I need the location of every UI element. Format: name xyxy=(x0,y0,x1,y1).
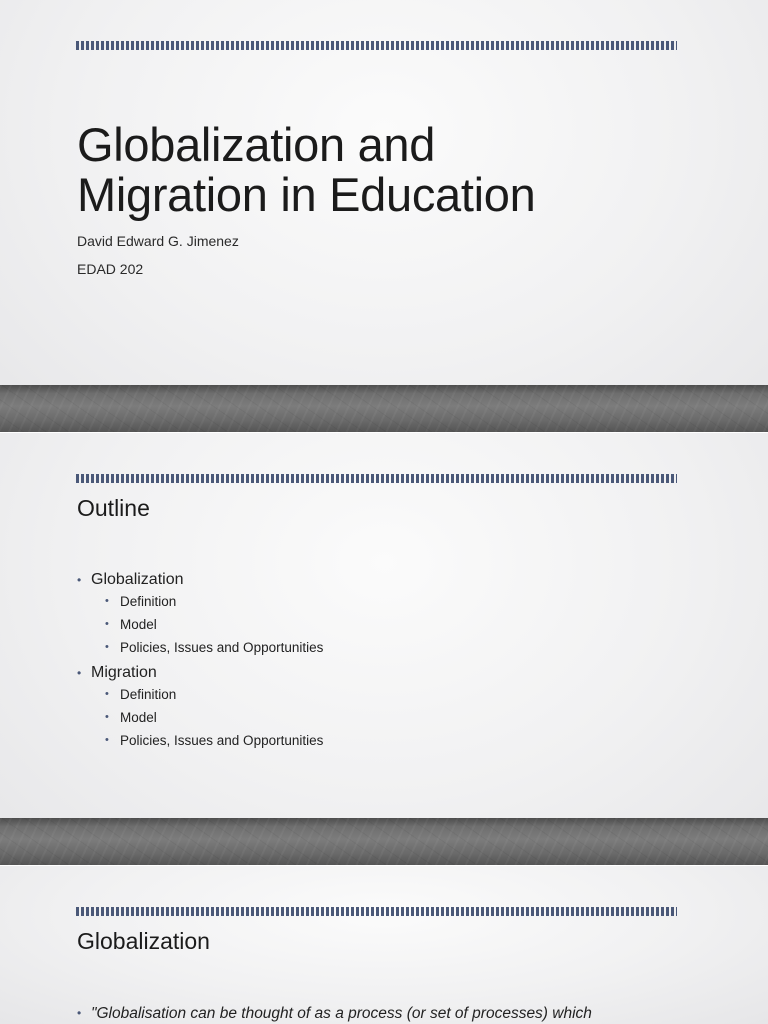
list-item: • Definition xyxy=(105,687,177,702)
slide-globalization xyxy=(0,866,768,1024)
list-item: • Model xyxy=(105,617,157,632)
definition-quote: • "Globalisation can be thought of as a process (or set of processes) which xyxy=(77,1005,592,1022)
decorative-stripe xyxy=(76,41,677,50)
author-name: David Edward G. Jimenez xyxy=(77,233,239,249)
bullet-icon: • xyxy=(77,1006,82,1020)
slide-heading: Outline xyxy=(77,495,150,521)
bullet-icon: • xyxy=(105,641,109,653)
course-code: EDAD 202 xyxy=(77,261,144,277)
sub-list xyxy=(105,593,323,656)
list-item: • Policies, Issues and Opportunities xyxy=(105,640,324,655)
bullet-icon: • xyxy=(105,688,109,700)
footer-band xyxy=(0,818,768,865)
slide-outline xyxy=(0,433,768,865)
presentation-title: Globalization and Migration in Education xyxy=(77,118,536,221)
slide-title xyxy=(0,0,768,432)
decorative-stripe xyxy=(76,907,677,916)
list-item: • Globalization • Definition • Model • Policies, Issues and Opportunities xyxy=(77,571,324,655)
bullet-icon: • xyxy=(105,595,109,607)
bullet-icon: • xyxy=(77,573,82,587)
sub-list xyxy=(105,686,323,749)
list-item: • Migration • Definition • Model • Policies, Issues and Opportunities xyxy=(77,664,324,748)
footer-band xyxy=(0,385,768,432)
decorative-stripe xyxy=(76,474,677,483)
bullet-icon: • xyxy=(105,618,109,630)
bullet-icon: • xyxy=(77,666,82,680)
outline-list xyxy=(77,571,323,757)
list-item: • Definition xyxy=(105,594,177,609)
list-item: • Policies, Issues and Opportunities xyxy=(105,733,324,748)
bullet-icon: • xyxy=(105,711,109,723)
list-item: • Model xyxy=(105,710,157,725)
bullet-icon: • xyxy=(105,734,109,746)
slide-heading: Globalization xyxy=(77,928,210,954)
